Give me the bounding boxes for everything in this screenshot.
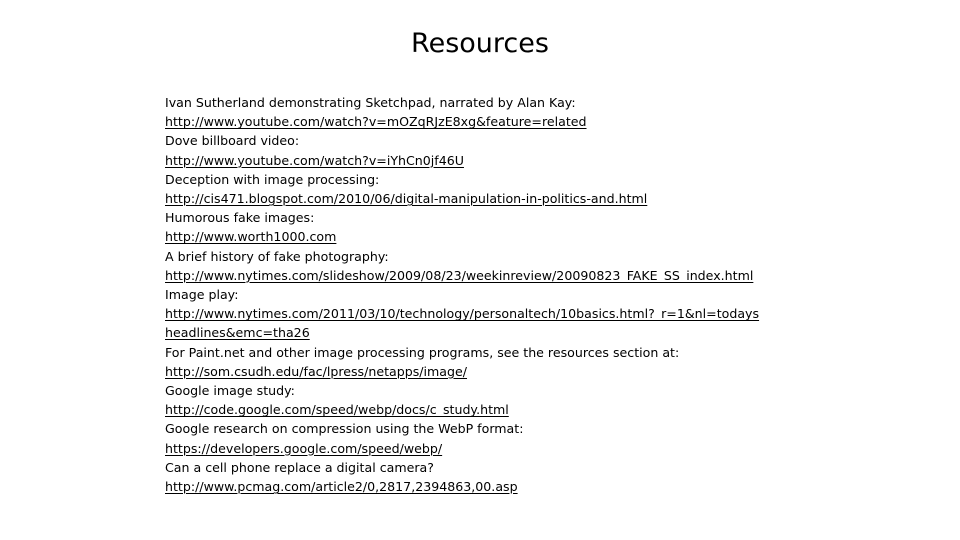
resource-description: Dove billboard video: <box>165 133 300 149</box>
resource-description: Humorous fake images: <box>165 210 315 226</box>
slide-title: Resources <box>411 28 549 59</box>
resource-description: Ivan Sutherland demonstrating Sketchpad, narrated by Alan Kay: <box>165 95 576 110</box>
resource-link[interactable]: https://developers.google.com/speed/webp/ <box>165 440 443 456</box>
resource-link[interactable]: http://www.youtube.com/watch?v=mOZqRJzE8xg&feature=related <box>165 114 587 130</box>
resource-link[interactable]: http://som.csudh.edu/fac/lpress/netapps/image/ <box>165 363 468 379</box>
resource-description: Google image study: <box>165 383 295 399</box>
resource-link-continued[interactable]: headlines&emc=tha26 <box>165 325 310 341</box>
resource-link[interactable]: http://www.pcmag.com/article2/0,2817,2394863,00.asp <box>165 479 518 495</box>
resource-description: Can a cell phone replace a digital camera? <box>165 459 434 475</box>
resource-description: A brief history of fake photography: <box>165 248 389 264</box>
resource-description: Google research on compression using the WebP format: <box>165 421 524 437</box>
resource-description: Deception with image processing: <box>165 171 380 187</box>
resource-description: Image play: <box>165 287 239 303</box>
resource-link[interactable]: http://www.worth1000.com <box>165 229 337 245</box>
resource-link[interactable]: http://www.youtube.com/watch?v=iYhCn0jf46U <box>165 152 464 168</box>
resource-link[interactable]: http://code.google.com/speed/webp/docs/c_study.html <box>165 402 509 418</box>
resource-link[interactable]: http://cis471.blogspot.com/2010/06/digital-manipulation-in-politics-and.html <box>165 191 648 207</box>
resource-list <box>165 93 805 496</box>
resource-description: For Paint.net and other image processing programs, see the resources section at: <box>165 344 680 360</box>
resource-link[interactable]: http://www.nytimes.com/2011/03/10/technology/personaltech/10basics.html?_r=1&nl=todays <box>165 306 760 322</box>
resource-link[interactable]: http://www.nytimes.com/slideshow/2009/08/23/weekinreview/20090823_FAKE_SS_index.html <box>165 267 754 283</box>
